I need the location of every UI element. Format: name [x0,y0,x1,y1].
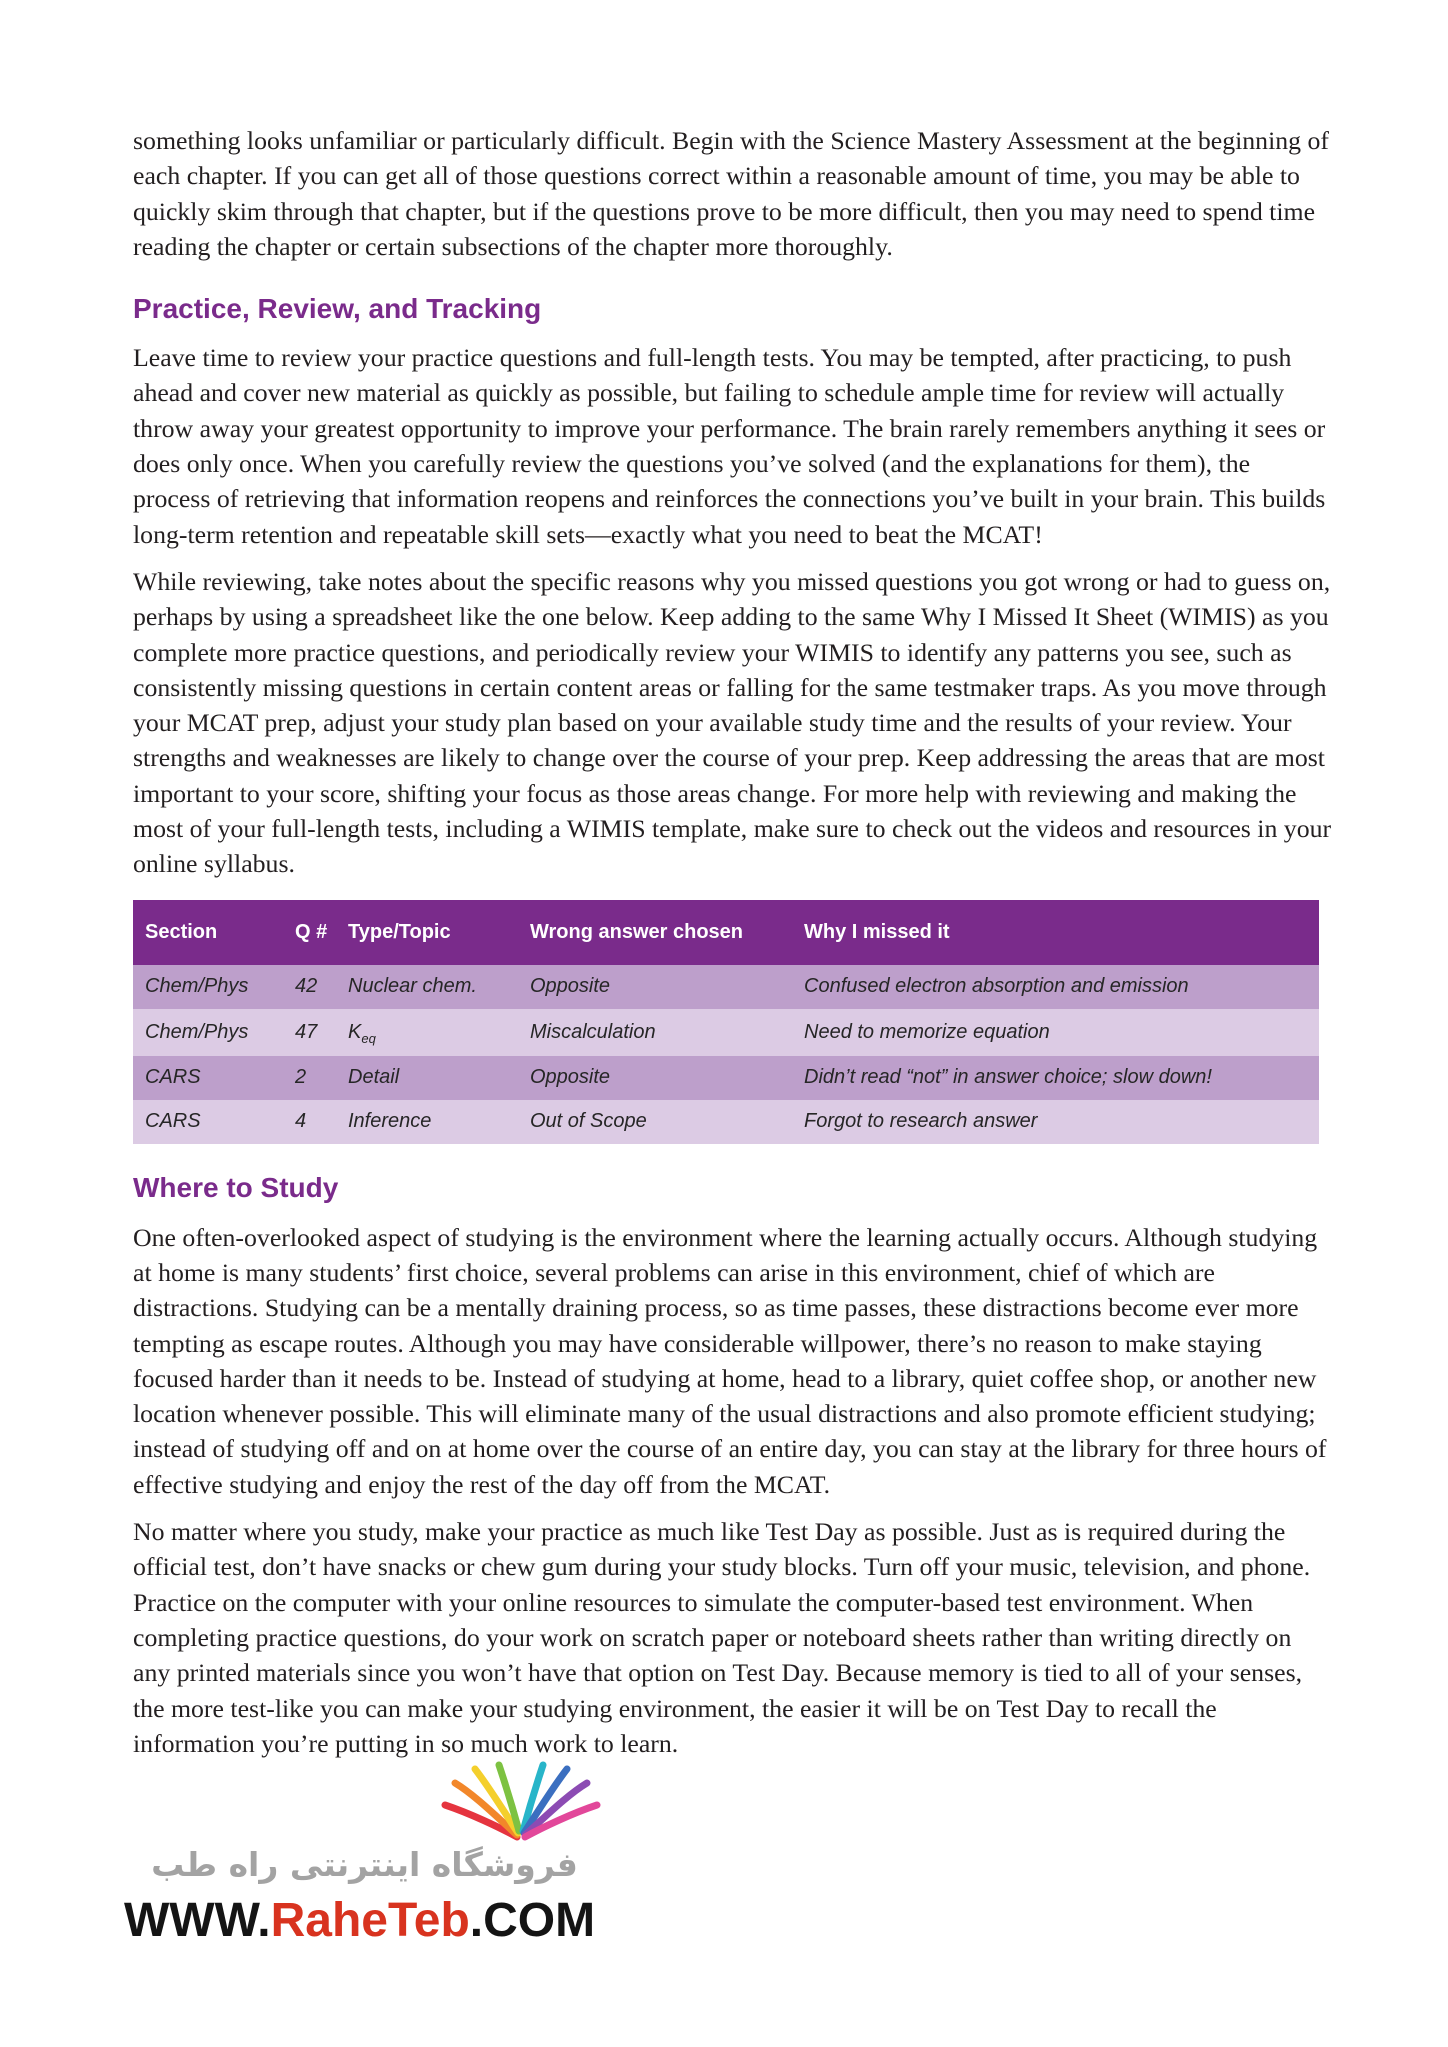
cell-question-number: 47 [283,1009,336,1056]
column-header-section: Section [133,900,283,965]
rainbow-book-icon [439,1761,603,1841]
cell-wrong-answer: Opposite [518,1056,792,1100]
table-row [133,965,1319,1009]
column-header-type-topic: Type/Topic [336,900,518,965]
cell-section: CARS [133,1100,283,1144]
section-heading-practice-review-tracking: Practice, Review, and Tracking [133,293,542,325]
cell-wrong-answer: Opposite [518,965,792,1009]
cell-wrong-answer: Out of Scope [518,1100,792,1144]
cell-why-missed: Confused electron absorption and emission [792,965,1319,1009]
paragraph: Leave time to review your practice questions and full-length tests. You may be tempted, after practicing, to push ahead and cover new material as quickly as possible, but failing to schedule ample time for review will actually throw away your greatest opportunity to improve your performance. The brain rarely remembers anything it sees or does only once. When you carefully review the questions you’ve solved (and the explanations for them), the process of retrieving that information reopens and reinforces the connections you’ve built in your brain. This builds long-term retention and repeatable skill sets—exactly what you need to beat the MCAT! [133,343,1326,549]
wimis-table [133,900,1319,1144]
paragraph: No matter where you study, make your practice as much like Test Day as possible. Just as is required during the official test, don’t have snacks or chew gum during your study blocks. Turn off your music, television, and phone. Practice on the computer with your online resources to simulate the computer-based test environment. When completing practice questions, do your work on scratch paper or noteboard sheets rather than writing directly on any printed materials since you won’t have that option on Test Day. Because memory is tied to all of your senses, the more test-like you can make your studying environment, the easier it will be on Test Day to recall the information you’re putting in so much work to learn. [133,1517,1311,1758]
table-row [133,1009,1319,1056]
cell-type-topic: Nuclear chem. [336,965,518,1009]
cell-wrong-answer: Miscalculation [518,1009,792,1056]
table-header-row [133,900,1319,965]
cell-section: Chem/Phys [133,1009,283,1056]
cell-question-number: 42 [283,965,336,1009]
table-row [133,1100,1319,1144]
cell-section: Chem/Phys [133,965,283,1009]
watermark-url-brand: RaheTeb [270,1894,470,1948]
intro-paragraph: something looks unfamiliar or particularly difficult. Begin with the Science Mastery Assessment at the beginning of each chapter. If you can get all of those questions correct within a reasonable amount of time, you may be able to quickly skim through that chapter, but if the questions prove to be more difficult, then you may need to spend time reading the chapter or certain subsections of the chapter more thoroughly. [133,126,1329,261]
watermark-url-prefix: WWW. [124,1894,271,1948]
cell-question-number: 2 [283,1056,336,1100]
column-header-question-number: Q # [283,900,336,965]
section-heading-where-to-study: Where to Study [133,1171,339,1203]
watermark-persian-text: فروشگاه اینترنتی راه طب [151,1845,578,1885]
column-header-wrong-answer: Wrong answer chosen [518,900,792,965]
cell-type-topic [336,1009,518,1056]
cell-type-topic: Inference [336,1100,518,1144]
cell-section: CARS [133,1056,283,1100]
cell-question-number: 4 [283,1100,336,1144]
watermark-logo [124,1761,605,1948]
cell-why-missed: Need to memorize equation [792,1009,1319,1056]
paragraph: One often-overlooked aspect of studying is the environment where the learning actually occurs. Although studying at home is many students’ first choice, several problems can arise in this environment, chief of which are distractions. Studying can be a mentally draining process, so as time passes, these distractions become ever more tempting as escape routes. Although you may have considerable willpower, there’s no reason to make staying focused harder than it needs to be. Instead of studying at home, head to a library, quiet coffee shop, or another new location whenever possible. This will eliminate many of the usual distractions and also promote efficient studying; instead of studying off and on at home over the course of an entire day, you can stay at the library for three hours of effective studying and enjoy the rest of the day off from the MCAT. [133,1222,1327,1499]
cell-why-missed: Forgot to research answer [792,1100,1319,1144]
table-row [133,1056,1319,1100]
cell-why-missed: Didn’t read “not” in answer choice; slow down! [792,1056,1319,1100]
type-topic-subscript: eq [361,1030,376,1046]
column-header-why-missed: Why I missed it [792,900,1319,965]
watermark-url-suffix: .COM [469,1894,596,1948]
watermark-url [124,1894,605,1948]
paragraph: While reviewing, take notes about the specific reasons why you missed questions you got wrong or had to guess on, perhaps by using a spreadsheet like the one below. Keep adding to the same Why I Missed It Sheet (WIMIS) as you complete more practice questions, and periodically review your WIMIS to identify any patterns you see, such as consistently missing questions in certain content areas or falling for the same testmaker traps. As you move through your MCAT prep, adjust your study plan based on your available study time and the results of your review. Your strengths and weaknesses are likely to change over the course of your prep. Keep addressing the areas that are most important to your score, shifting your focus as those areas change. For more help with reviewing and making the most of your full-length tests, including a WIMIS template, make sure to check out the videos and resources in your online syllabus. [133,566,1332,879]
cell-type-topic: Detail [336,1056,518,1100]
page-content [124,123,1333,1948]
type-topic-main: K [348,1020,362,1043]
